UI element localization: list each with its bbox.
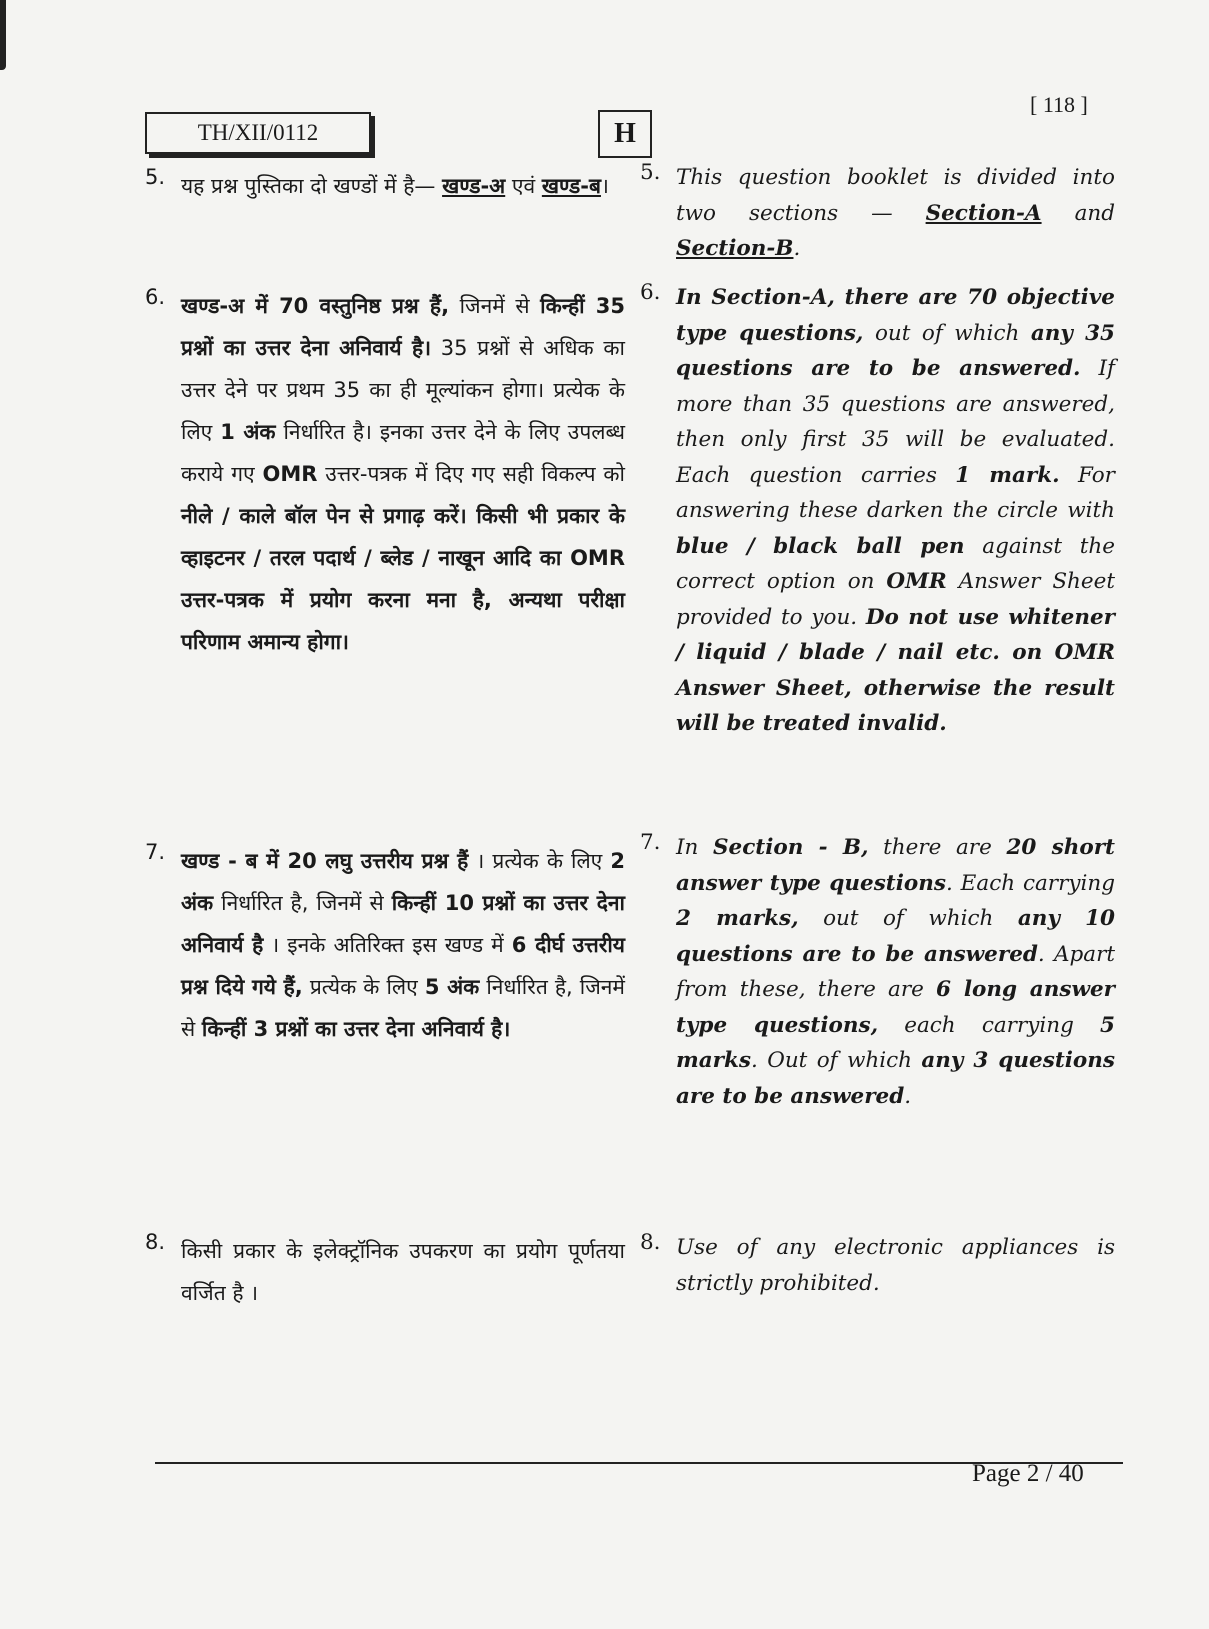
hindi-item-6 <box>145 285 625 663</box>
item-text: खण्ड - ब में 20 लघु उत्तरीय प्रश्न हैं । प्रत्येक के लिए 2 अंक निर्धारित है, जिनमें से किन्हीं 10 प्रश्नों का उत्तर देना अनिवार्य है । इनके अतिरिक्त इस खण्ड में 6 दीर्घ उत्तरीय प्रश्न दिये गये हैं, प्रत्येक के लिए 5 अंक निर्धारित है, जिनमें से किन्हीं 3 प्रश्नों का उत्तर देना अनिवार्य है। <box>181 849 625 1041</box>
item-number: 5. <box>640 160 661 185</box>
hindi-item-7 <box>145 840 625 1050</box>
item-text: In Section - B, there are 20 short answer type questions. Each carrying 2 marks, out of which any 10 questions are to be answered. Apart from these, there are 6 long answer type questions, each carrying 5 marks. Out of which any 3 questions are to be answered. <box>676 835 1116 1109</box>
page-edge-mark <box>0 0 6 70</box>
set-letter-box: H <box>598 110 652 158</box>
item-number: 8. <box>145 1230 166 1254</box>
english-item-8 <box>640 1230 1115 1301</box>
paper-code: TH/XII/0112 <box>145 112 371 154</box>
item-number: 8. <box>640 1230 661 1255</box>
item-text: This question booklet is divided into two sections — Section-A and Section-B. <box>676 165 1115 261</box>
hindi-item-5 <box>145 165 625 207</box>
item-text: खण्ड-अ में 70 वस्तुनिष्ठ प्रश्न हैं, जिनमें से किन्हीं 35 प्रश्नों का उत्तर देना अनिवार्य है। 35 प्रश्नों से अधिक का उत्तर देने पर प्रथम 35 का ही मूल्यांकन होगा। प्रत्येक के लिए 1 अंक निर्धारित है। इनका उत्तर देने के लिए उपलब्ध कराये गए OMR उत्तर-पत्रक में दिए गए सही विकल्प को नीले / काले बॉल पेन से प्रगाढ़ करें। किसी भी प्रकार के व्हाइटनर / तरल पदार्थ / ब्लेड / नाखून आदि का OMR उत्तर-पत्रक में प्रयोग करना मना है, अन्यथा परीक्षा परिणाम अमान्य होगा। <box>181 294 625 654</box>
item-number: 6. <box>640 280 661 305</box>
item-number: 6. <box>145 285 166 309</box>
hindi-item-8 <box>145 1230 625 1314</box>
item-text: In Section-A, there are 70 objective type questions, out of which any 35 questions are to be answered. If more than 35 questions are answered, then only first 35 will be evaluated. Each question carries 1 mark. For answering these darken the circle with blue / black ball pen against the correct option on OMR Answer Sheet provided to you. Do not use whitener / liquid / blade / nail etc. on OMR Answer Sheet, otherwise the result will be treated invalid. <box>676 285 1116 736</box>
english-item-7 <box>640 830 1115 1114</box>
english-item-5 <box>640 160 1115 267</box>
item-text: किसी प्रकार के इलेक्ट्रॉनिक उपकरण का प्रयोग पूर्णतया वर्जित है । <box>181 1239 625 1305</box>
item-number: 7. <box>145 840 166 864</box>
footer-page-number: Page 2 / 40 <box>972 1460 1084 1487</box>
english-item-6 <box>640 280 1115 742</box>
top-page-number: [ 118 ] <box>1030 92 1088 117</box>
item-number: 5. <box>145 165 166 189</box>
item-text: यह प्रश्न पुस्तिका दो खण्डों में है— खण्ड-अ एवं खण्ड-ब। <box>181 174 609 198</box>
item-text: Use of any electronic appliances is strictly prohibited. <box>676 1235 1115 1296</box>
item-number: 7. <box>640 830 661 855</box>
